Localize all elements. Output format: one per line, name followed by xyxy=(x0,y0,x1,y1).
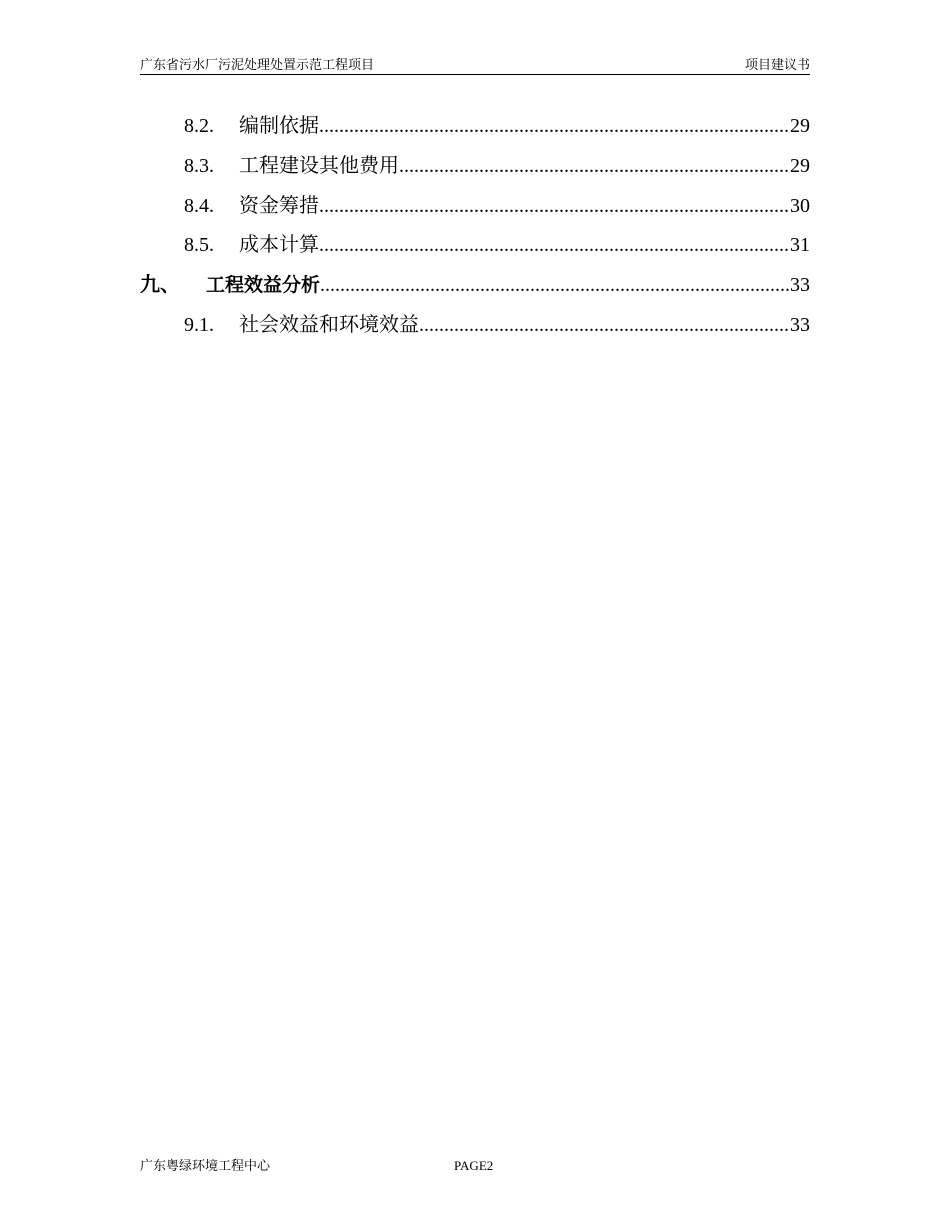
footer-page-number: PAGE2 xyxy=(454,1158,494,1173)
toc-chapter-entry[interactable] xyxy=(140,266,810,306)
toc-dot-leader xyxy=(419,306,790,346)
toc-entry-number: 8.2. xyxy=(184,115,214,137)
header-doc-type: 项目建议书 xyxy=(744,57,810,72)
toc-entry-page: 33 xyxy=(790,313,810,336)
toc-entry-page: 30 xyxy=(790,194,810,217)
toc-entry[interactable] xyxy=(140,226,810,266)
toc-entry-number: 8.3. xyxy=(184,154,214,177)
toc-entry[interactable] xyxy=(140,107,810,147)
toc-entry-title: 社会效益和环境效益 xyxy=(239,313,419,336)
toc-entry-title: 工程效益分析 xyxy=(206,274,321,297)
toc-entry-number: 9.1. xyxy=(184,313,214,336)
toc-dot-leader xyxy=(319,187,790,227)
toc-entry[interactable] xyxy=(140,187,810,227)
toc-entry-number: 8.5. xyxy=(184,234,214,257)
toc-entry-page: 29 xyxy=(790,154,810,177)
toc-dot-leader xyxy=(399,147,790,187)
toc-dot-leader xyxy=(319,107,790,147)
toc-entry-page: 31 xyxy=(790,234,810,257)
toc-entry-page: 33 xyxy=(790,274,810,297)
footer-organization: 广东粤绿环境工程中心 xyxy=(140,1158,271,1173)
page-header xyxy=(140,56,810,75)
toc-entry-page: 29 xyxy=(790,115,810,137)
toc-entry-title: 资金筹措 xyxy=(239,194,319,217)
toc-entry-title: 成本计算 xyxy=(239,234,319,257)
header-project-title: 广东省污水厂污泥处理处置示范工程项目 xyxy=(140,57,375,72)
toc-entry-number: 8.4. xyxy=(184,194,214,217)
toc-entry[interactable] xyxy=(140,147,810,187)
toc-entry[interactable] xyxy=(140,306,810,346)
toc-entry-title: 编制依据 xyxy=(239,115,319,137)
toc-entry-number: 九、 xyxy=(140,274,180,297)
toc-dot-leader xyxy=(320,266,790,306)
table-of-contents xyxy=(140,107,810,346)
toc-dot-leader xyxy=(319,226,790,266)
toc-entry-title: 工程建设其他费用 xyxy=(239,154,399,177)
